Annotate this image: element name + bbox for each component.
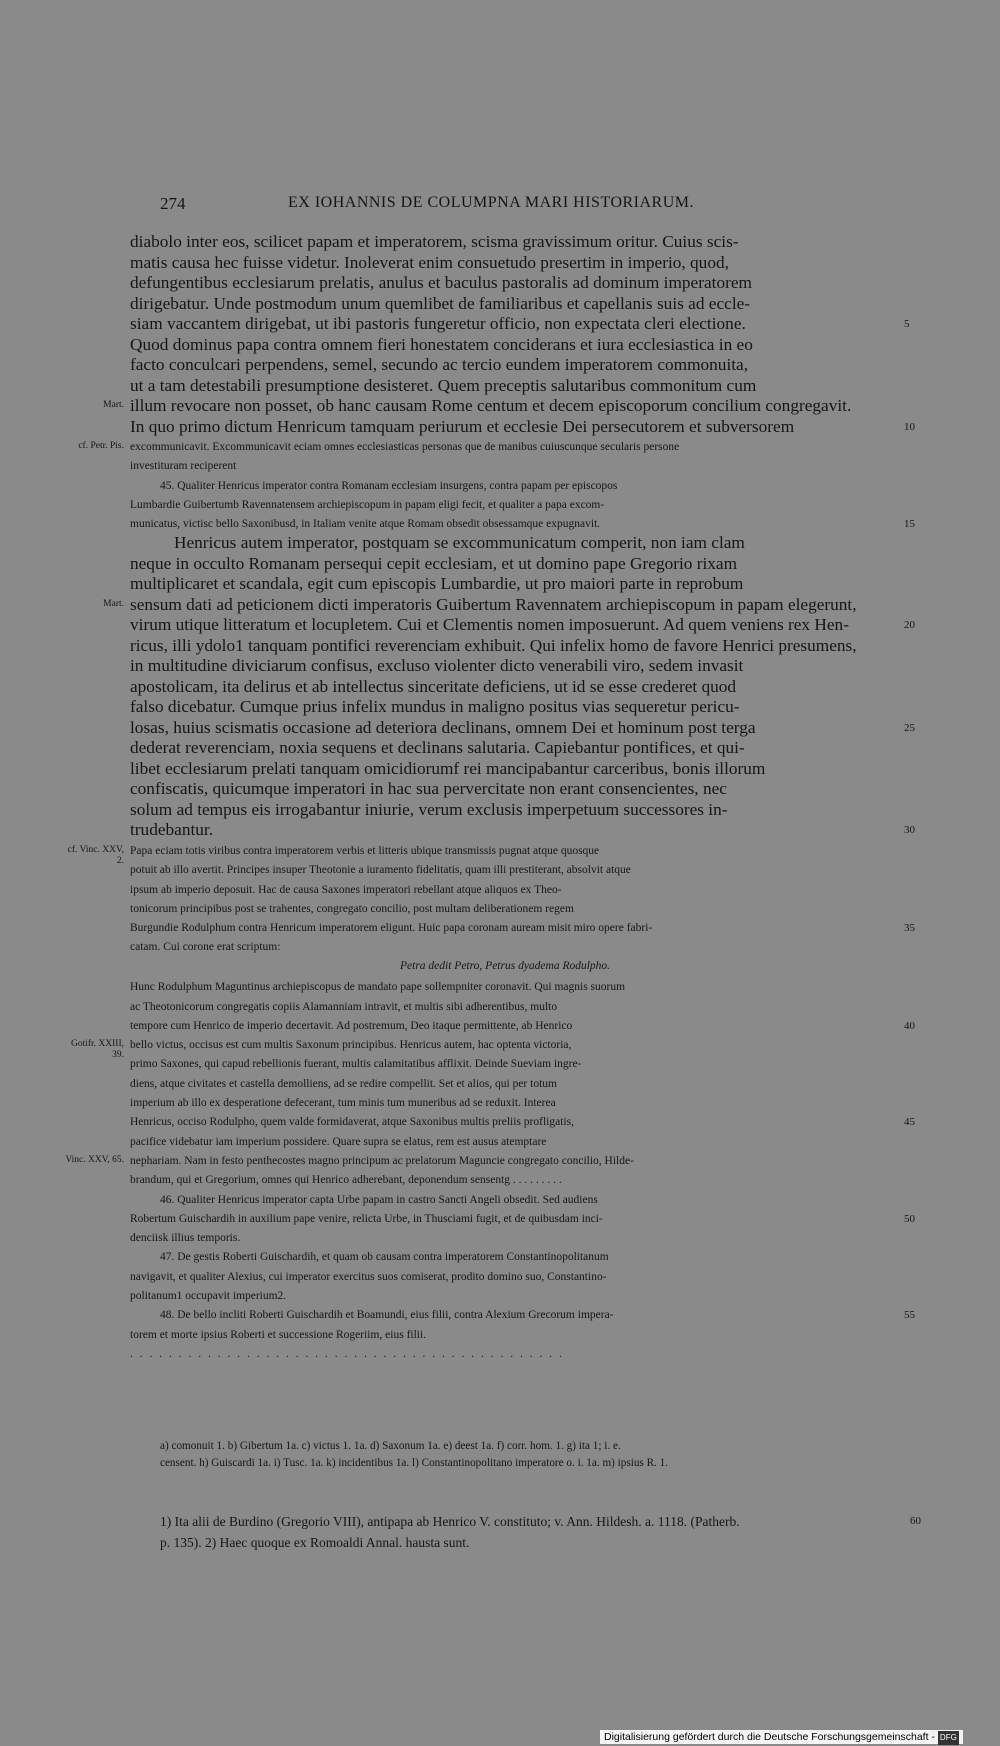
line-text: apostolicam, ita delirus et ab intellectus sinceritate deficiens, ut id se esse crederet quod <box>130 676 737 696</box>
text-line <box>130 232 910 253</box>
line-text: confiscatis, quicumque imperatori in hac sua pervercitate non erant consencientes, nec <box>130 779 727 799</box>
text-line <box>130 335 910 356</box>
line-text: Quod dominus papa contra omnem fieri honestatem conciderans et iura ecclesiastica in eo <box>130 334 753 354</box>
text-line <box>130 1074 910 1093</box>
line-text: denciisk illius temporis. <box>130 1232 241 1245</box>
text-line <box>130 1112 915 1131</box>
margin-reference: Vinc. XXV, 65. <box>65 1154 124 1165</box>
text-line <box>130 476 910 495</box>
line-text: multiplicaret et scandala, egit cum episcopis Lumbardie, ut pro maiori parte in reprobum <box>130 574 744 594</box>
line-text: ut a tam detestabili presumptione desisteret. Quem preceptis salutaribus commonitum cum <box>130 375 757 395</box>
line-text: Petra dedit Petro, Petrus dyadema Rodulpho. <box>400 959 611 972</box>
text-line <box>130 1325 910 1344</box>
line-text: Henricus, occiso Rodulpho, quem valde formidaverat, atque Saxonibus multis preliis profligatis, <box>130 1116 574 1129</box>
margin-reference: Gotifr. XXIII, 39. <box>70 1039 124 1061</box>
margin-reference: cf. Petr. Pis. <box>78 441 124 451</box>
line-text: sensum dati ad peticionem dicti imperatoris Guibertum Ravennatem archiepiscopum in papam elegerunt, <box>130 594 857 614</box>
line-number: 10 <box>904 420 915 433</box>
line-text: primo Saxones, qui capud rebellionis fuerant, multis calamitatibus afflixit. Deinde Sueviam ingre- <box>130 1058 582 1071</box>
running-title: EX IOHANNIS DE COLUMPNA MARI HISTORIARUM. <box>288 194 694 211</box>
text-line <box>130 899 910 918</box>
page-number: 274 <box>160 194 186 213</box>
text-line <box>130 1054 910 1073</box>
text-line <box>130 294 910 315</box>
line-text: losas, huius scismatis occasione ad deteriora declinans, omnem Dei et hominum post terga <box>130 717 756 737</box>
line-text: virum utique litteratum et locupletem. Cui et Clementis nomen imposuerunt. Ad quem veniens rex Hen- <box>130 615 849 635</box>
text-line <box>130 495 910 514</box>
text-line <box>130 860 910 879</box>
text-line <box>103 396 910 417</box>
text-line <box>130 314 910 335</box>
line-text: solum ad tempus eis irrogabantur iniurie, verum exclusis imperpetuum successores in- <box>130 799 728 819</box>
line-text: bello victus, occisus est cum multis Saxonum principibus. Henricus autem, hac optenta victoria, <box>130 1039 572 1052</box>
line-text: tempore cum Henrico de imperio decertavit. Ad postremum, Deo itaque permittente, ab Henrico <box>130 1019 573 1032</box>
text-line <box>130 656 910 677</box>
dfg-logo: DFG <box>938 1731 959 1745</box>
line-text: 46. Qualiter Henricus imperator capta Urbe papam in castro Sancti Angeli obsedit. Sed audiens <box>160 1193 598 1206</box>
text-line <box>130 514 915 533</box>
text-line <box>130 880 910 899</box>
line-text: municatus, victisc bello Saxonibusd, in Italiam venite atque Romam obsedit obsessamque expugnavit. <box>130 518 601 531</box>
line-text: falso dicebatur. Cumque prius infelix mundus in maligno positus vias sequeretur pericu- <box>130 697 740 717</box>
line-text: Robertum Guischardih in auxilium pape venire, relicta Urbe, in Thusciami fugit, et de quibusdam inci- <box>130 1212 603 1225</box>
line-number: 45 <box>904 1116 915 1129</box>
margin-reference: Mart. <box>103 400 124 410</box>
line-text: torem et morte ipsius Roberti et successione Rogeriim, eius filii. <box>130 1328 427 1341</box>
line-number: 55 <box>904 1309 915 1322</box>
text-line <box>130 957 910 978</box>
text-line <box>130 1016 915 1035</box>
line-text: neque in occulto Romanam persequi cepit ecclesiam, et ut domino pape Gregorio rixam <box>130 553 738 573</box>
text-line <box>130 1305 915 1324</box>
text-line <box>130 1132 910 1151</box>
line-text: ipsum ab imperio deposuit. Hac de causa Saxones imperatori rebellant atque aliquos ex Theo- <box>130 883 562 896</box>
line-text: politanum1 occupavit imperium2. <box>130 1290 287 1303</box>
text-line <box>130 273 910 294</box>
variant-footnote-line: a) comonuit 1. b) Gibertum 1a. c) victus 1. 1a. d) Saxonum 1a. e) deest 1a. f) corr. hom. 1. g) ita 1; i. e. <box>160 1440 621 1452</box>
text-line <box>130 1247 910 1266</box>
text-line <box>130 997 910 1016</box>
text-line <box>130 1344 910 1363</box>
text-line <box>67 841 910 866</box>
line-text: brandum, qui et Gregorium, omnes qui Henrico adherebant, deponendum sensentg . . . . . . . . . <box>130 1174 562 1187</box>
line-text: siam vaccantem dirigebat, ut ibi pastoris fungeretur officio, non expectata cleri electione. <box>130 314 746 333</box>
line-text: imperium ab illo ex desperatione defecerant, tum minis tum muneribus ad se reduxit. Interea <box>130 1097 556 1110</box>
line-text: dirigebatur. Unde postmodum unum quemlibet de familiaribus et capellanis suis ad eccle- <box>130 293 751 313</box>
text-line <box>130 697 910 718</box>
line-text: 47. De gestis Roberti Guischardih, et quam ob causam contra imperatorem Constantinopolitanum <box>160 1251 609 1264</box>
text-line <box>130 416 915 438</box>
line-text: Hunc Rodulphum Maguntinus archiepiscopus de mandato pape sollempniter coronavit. Qui magnis suorum <box>130 981 626 994</box>
text-line <box>130 533 910 554</box>
text-line <box>130 759 910 780</box>
line-text: navigavit, et qualiter Alexius, cui imperator exercitus suos comiserat, prodito domino suo, Constantino- <box>130 1270 607 1283</box>
line-number: 20 <box>904 619 915 632</box>
line-text: 48. De bello incliti Roberti Guischardih et Boamundi, eius filii, contra Alexium Grecorum impera- <box>160 1309 614 1322</box>
line-text: libet ecclesiarum prelati tanquam omicidiorumf rei mancipabantur carceribus, bonis illorum <box>130 758 766 778</box>
line-number: 25 <box>904 721 915 734</box>
main-text <box>65 232 915 1363</box>
line-text: catam. Cui corone erat scriptum: <box>130 941 281 954</box>
running-header <box>0 194 1000 218</box>
line-text: dederat reverenciam, noxia sequens et declinans salutaria. Capiebantur pontifices, et qui- <box>130 738 745 758</box>
line-text: investituram reciperent <box>130 460 237 473</box>
text-line <box>130 800 910 821</box>
credit-text: Digitalisierung gefördert durch die Deutsche Forschungsgemeinschaft - <box>604 1731 935 1743</box>
line-number: 30 <box>904 824 915 837</box>
text-line <box>103 594 910 616</box>
source-footnote-line: 1) Ita alii de Burdino (Gregorio VIII), antipapa ab Henrico V. constituto; v. Ann. Hildesh. a. 1118. (Patherb. <box>160 1514 740 1529</box>
text-line <box>130 738 910 759</box>
line-text: . . . . . . . . . . . . . . . . . . . . . . . . . . . . . . . . . . . . . . . . . . . . . <box>130 1347 564 1360</box>
line-text: excommunicavit. Excommunicavit eciam omnes ecclesiasticas personas que de manibus cuiuscunque secularis persone <box>130 441 680 453</box>
text-line <box>130 1190 910 1209</box>
variant-footnotes <box>160 1438 910 1472</box>
line-text: facto conculcari perpendens, semel, secundo ac tercio eundem imperatorem commonuita, <box>130 355 749 374</box>
text-line <box>130 355 910 376</box>
source-footnotes <box>160 1511 921 1553</box>
line-number: 5 <box>904 318 910 330</box>
text-line <box>70 1035 910 1061</box>
text-line <box>130 937 910 956</box>
text-line <box>130 820 915 841</box>
text-line <box>130 1267 910 1286</box>
text-line <box>130 1228 910 1247</box>
line-number: 60 <box>910 1515 921 1527</box>
text-line <box>130 918 915 937</box>
line-text: in multitudine diviciarum confisus, excluso violenter dicto venerabili viro, sedem invasit <box>130 656 744 676</box>
line-text: Lumbardie Guibertumb Ravennatensem archiepiscopum in papam eligi fecit, et qualiter a papa excom- <box>130 498 605 511</box>
text-line <box>130 677 910 698</box>
line-text: In quo primo dictum Henricum tamquam periurum et ecclesie Dei persecutorem et subversorem <box>130 416 795 436</box>
digitization-credit <box>600 1730 963 1744</box>
text-line <box>65 1151 910 1170</box>
line-text: Henricus autem imperator, postquam se excommunicatum comperit, non iam clam <box>174 533 745 553</box>
line-text: Papa eciam totis viribus contra imperatorem verbis et litteris ubique transmissis pugnat atque quosque <box>130 844 600 857</box>
text-line <box>130 376 910 397</box>
text-line <box>130 1286 910 1305</box>
line-number: 35 <box>904 922 915 935</box>
line-number: 40 <box>904 1019 915 1032</box>
line-text: potuit ab illo avertit. Principes insuper Theotonie a iuramento fidelitatis, quam illi prestiterant, absolvit atque <box>130 864 631 877</box>
margin-reference: cf. Vinc. XXV, 2. <box>67 844 124 866</box>
line-text: matis causa hec fuisse videtur. Inoleverat enim consuetudo presertim in imperio, quod, <box>130 252 729 272</box>
line-text: Burgundie Rodulphum contra Henricum imperatorem eligunt. Huic papa coronam auream misit miro opere fabri- <box>130 922 653 935</box>
text-line <box>130 574 910 595</box>
line-text: defungentibus ecclesiarum prelatis, anulus et baculus pastoralis ad dominum imperatorem <box>130 273 752 292</box>
text-line <box>130 977 910 996</box>
line-text: nephariam. Nam in festo penthecostes magno principum ac prelatorum Maguncie congregato concilio, Hilde- <box>130 1154 634 1167</box>
line-text: diabolo inter eos, scilicet papam et imperatorem, scisma gravissimum oritur. Cuius scis- <box>130 232 739 251</box>
line-text: ac Theotonicorum congregatis copiis Alamanniam intravit, et multis sibi adherentibus, multo <box>130 1000 558 1013</box>
variant-footnote-line: censent. h) Guiscardi 1a. i) Tusc. 1a. k) incidentibus 1a. l) Constantinopolitano imperatore o. i. 1a. m) ipsius R. 1. <box>160 1457 669 1469</box>
text-line <box>78 437 910 456</box>
text-line <box>130 253 910 274</box>
line-text: diens, atque civitates et castella demolliens, ad se redire compellit. Set et alios, qui per totum <box>130 1077 557 1090</box>
line-text: illum revocare non posset, ob hanc causam Rome centum et decem episcoporum concilium congregavit. <box>130 396 852 415</box>
text-line <box>130 1209 915 1228</box>
line-number: 15 <box>904 518 915 531</box>
line-text: 45. Qualiter Henricus imperator contra Romanam ecclesiam insurgens, contra papam per episcopos <box>160 479 618 492</box>
line-text: pacifice videbatur iam imperium possidere. Quare supra se elatus, rem est ausus atemptare <box>130 1135 547 1148</box>
text-line <box>130 717 915 739</box>
source-footnote-line: p. 135). 2) Haec quoque ex Romoaldi Annal. hausta sunt. <box>160 1535 470 1550</box>
margin-reference: Mart. <box>103 598 124 609</box>
text-line <box>130 779 910 800</box>
line-text: ricus, illi ydolo1 tanquam pontifici reverenciam exhibuit. Qui infelix homo de favore Henrici presumens, <box>130 635 857 655</box>
text-line <box>130 456 910 475</box>
line-text: trudebantur. <box>130 820 214 840</box>
text-line <box>130 1170 910 1189</box>
text-line <box>130 636 910 657</box>
line-number: 50 <box>904 1212 915 1225</box>
line-text: tonicorum principibus post se trahentes, congregato concilio, post multam deliberationem regem <box>130 902 574 915</box>
text-line <box>130 554 910 575</box>
text-line <box>130 615 915 636</box>
text-line <box>130 1093 910 1112</box>
